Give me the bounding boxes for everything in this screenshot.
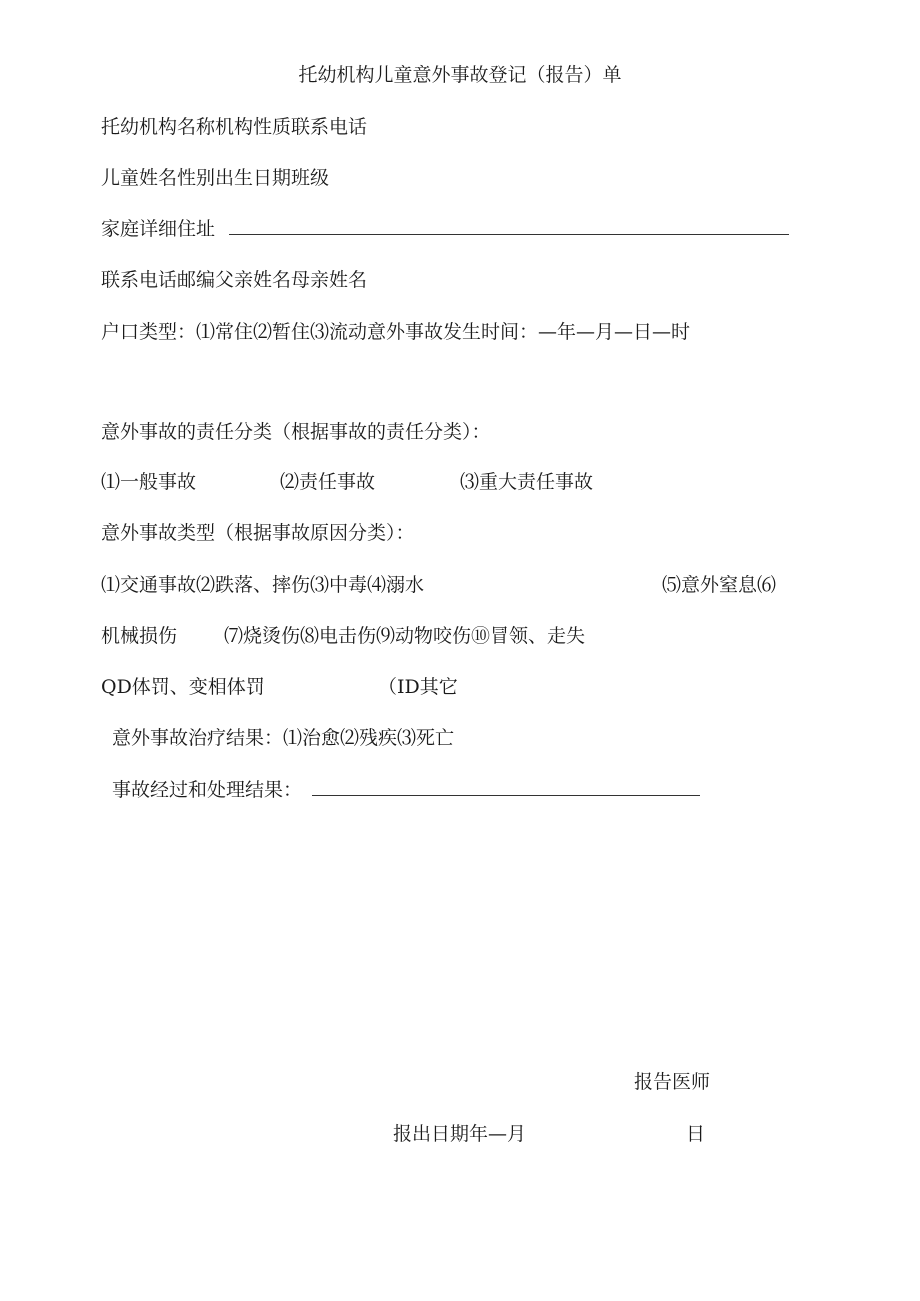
process-blank[interactable]: [312, 777, 700, 796]
household-row: 户口类型：⑴常住⑵暂住⑶流动意外事故发生时间：—年—月—日—时: [101, 321, 691, 343]
report-doctor-label: 报告医师: [634, 1071, 711, 1093]
responsibility-option-liability: ⑵责任事故: [280, 471, 376, 493]
accident-type-line2-a: 机械损伤: [101, 625, 178, 647]
form-title: 托幼机构儿童意外事故登记（报告）单: [298, 64, 622, 86]
responsibility-option-major: ⑶重大责任事故: [460, 471, 594, 493]
responsibility-option-general: ⑴一般事故: [101, 471, 197, 493]
institution-row: 托幼机构名称机构性质联系电话: [101, 116, 368, 138]
accident-type-line3-b: （ID其它: [378, 676, 458, 698]
accident-type-line3-a: QD体罚、变相体罚: [101, 676, 265, 698]
accident-type-line2-b: ⑺烧烫伤⑻电击伤⑼动物咬伤⑩冒领、走失: [224, 625, 586, 647]
accident-type-line1-left: ⑴交通事故⑵跌落、摔伤⑶中毒⑷溺水: [101, 574, 425, 596]
child-info-row: 儿童姓名性别出生日期班级: [101, 167, 330, 189]
accident-type-heading: 意外事故类型（根据事故原因分类）：: [101, 522, 415, 544]
report-date-label: 报出日期年—月: [393, 1123, 527, 1145]
process-label: 事故经过和处理结果：: [112, 779, 303, 801]
address-row: [101, 216, 789, 242]
process-row: [112, 777, 700, 803]
responsibility-heading: 意外事故的责任分类（根据事故的责任分类）：: [101, 421, 491, 443]
address-blank[interactable]: [229, 216, 789, 235]
report-date-day: 日: [686, 1123, 706, 1145]
treatment-result-row: 意外事故治疗结果：⑴治愈⑵残疾⑶死亡: [112, 727, 455, 749]
contact-row: 联系电话邮编父亲姓名母亲姓名: [101, 269, 368, 291]
accident-type-line1-right: ⑸意外窒息⑹: [662, 574, 777, 596]
address-label: 家庭详细住址: [101, 218, 216, 240]
